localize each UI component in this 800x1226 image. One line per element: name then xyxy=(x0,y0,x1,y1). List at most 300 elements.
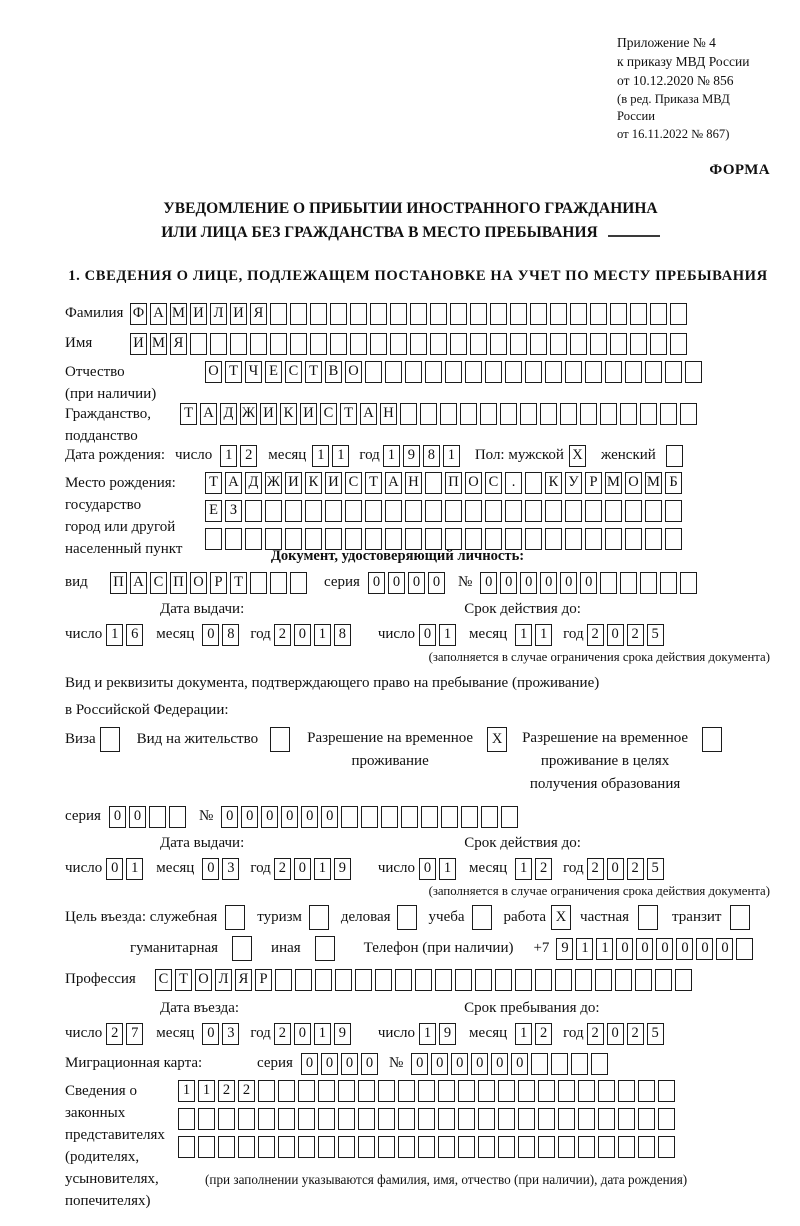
char-cell[interactable] xyxy=(570,303,587,325)
char-cell[interactable] xyxy=(545,528,562,550)
char-cell[interactable] xyxy=(398,1136,415,1158)
char-cell[interactable] xyxy=(578,1108,595,1130)
char-cell[interactable]: Е xyxy=(265,361,282,383)
char-cell[interactable]: 1 xyxy=(419,1023,436,1045)
char-cell[interactable]: 2 xyxy=(240,445,257,467)
char-cell[interactable] xyxy=(578,1136,595,1158)
char-cell[interactable]: 0 xyxy=(580,572,597,594)
char-cell[interactable] xyxy=(538,1108,555,1130)
char-cell[interactable] xyxy=(605,361,622,383)
char-cell[interactable] xyxy=(225,528,242,550)
char-cell[interactable]: Б xyxy=(665,472,682,494)
char-cell[interactable] xyxy=(660,403,677,425)
char-cell[interactable] xyxy=(702,727,722,752)
char-cell[interactable] xyxy=(501,806,518,828)
char-cell[interactable] xyxy=(650,303,667,325)
char-cell[interactable] xyxy=(438,1108,455,1130)
char-cell[interactable]: 0 xyxy=(451,1053,468,1075)
char-cell[interactable]: 0 xyxy=(716,938,733,960)
char-cell[interactable]: 2 xyxy=(535,1023,552,1045)
char-cell[interactable]: Т xyxy=(175,969,192,991)
char-cell[interactable] xyxy=(298,1108,315,1130)
char-cell[interactable] xyxy=(298,1080,315,1102)
char-cell[interactable] xyxy=(270,727,290,752)
char-cell[interactable]: 0 xyxy=(428,572,445,594)
char-cell[interactable] xyxy=(258,1108,275,1130)
char-cell[interactable] xyxy=(190,333,207,355)
char-cell[interactable] xyxy=(401,806,418,828)
char-cell[interactable]: К xyxy=(305,472,322,494)
char-cell[interactable]: 1 xyxy=(178,1080,195,1102)
char-cell[interactable] xyxy=(585,361,602,383)
char-cell[interactable] xyxy=(290,333,307,355)
char-cell[interactable] xyxy=(265,528,282,550)
char-cell[interactable] xyxy=(465,528,482,550)
char-cell[interactable] xyxy=(550,333,567,355)
char-cell[interactable] xyxy=(538,1080,555,1102)
char-cell[interactable]: 2 xyxy=(274,858,291,880)
char-cell[interactable]: И xyxy=(230,303,247,325)
char-cell[interactable]: К xyxy=(280,403,297,425)
char-cell[interactable]: 2 xyxy=(274,624,291,646)
char-cell[interactable] xyxy=(250,572,267,594)
char-cell[interactable]: 0 xyxy=(241,806,258,828)
char-cell[interactable] xyxy=(525,500,542,522)
char-cell[interactable] xyxy=(498,1136,515,1158)
char-cell[interactable]: 3 xyxy=(222,1023,239,1045)
char-cell[interactable] xyxy=(670,303,687,325)
char-cell[interactable] xyxy=(425,528,442,550)
char-cell[interactable]: 0 xyxy=(607,858,624,880)
char-cell[interactable] xyxy=(265,500,282,522)
char-cell[interactable]: И xyxy=(260,403,277,425)
char-cell[interactable] xyxy=(338,1080,355,1102)
char-cell[interactable] xyxy=(625,361,642,383)
char-cell[interactable]: 0 xyxy=(301,806,318,828)
char-cell[interactable]: Д xyxy=(220,403,237,425)
char-cell[interactable] xyxy=(341,806,358,828)
char-cell[interactable] xyxy=(305,500,322,522)
char-cell[interactable] xyxy=(530,333,547,355)
char-cell[interactable] xyxy=(315,969,332,991)
char-cell[interactable] xyxy=(595,969,612,991)
char-cell[interactable] xyxy=(558,1136,575,1158)
char-cell[interactable] xyxy=(330,303,347,325)
char-cell[interactable] xyxy=(538,1136,555,1158)
char-cell[interactable] xyxy=(358,1080,375,1102)
char-cell[interactable]: 1 xyxy=(312,445,329,467)
char-cell[interactable]: 0 xyxy=(520,572,537,594)
char-cell[interactable] xyxy=(418,1108,435,1130)
char-cell[interactable] xyxy=(370,303,387,325)
char-cell[interactable]: 0 xyxy=(341,1053,358,1075)
char-cell[interactable] xyxy=(730,905,750,930)
char-cell[interactable] xyxy=(655,969,672,991)
char-cell[interactable] xyxy=(585,528,602,550)
char-cell[interactable] xyxy=(598,1136,615,1158)
char-cell[interactable] xyxy=(675,969,692,991)
char-cell[interactable]: 1 xyxy=(596,938,613,960)
char-cell[interactable] xyxy=(100,727,120,752)
char-cell[interactable]: Я xyxy=(235,969,252,991)
char-cell[interactable] xyxy=(666,445,683,467)
char-cell[interactable]: Т xyxy=(230,572,247,594)
char-cell[interactable]: З xyxy=(225,500,242,522)
char-cell[interactable]: 2 xyxy=(627,624,644,646)
char-cell[interactable] xyxy=(358,1108,375,1130)
char-cell[interactable] xyxy=(645,361,662,383)
char-cell[interactable]: Н xyxy=(380,403,397,425)
char-cell[interactable]: 8 xyxy=(423,445,440,467)
char-cell[interactable] xyxy=(498,1108,515,1130)
char-cell[interactable]: 5 xyxy=(647,1023,664,1045)
char-cell[interactable] xyxy=(210,333,227,355)
char-cell[interactable] xyxy=(565,528,582,550)
char-cell[interactable] xyxy=(310,303,327,325)
char-cell[interactable]: 0 xyxy=(281,806,298,828)
char-cell[interactable] xyxy=(555,969,572,991)
char-cell[interactable] xyxy=(615,969,632,991)
char-cell[interactable] xyxy=(640,572,657,594)
char-cell[interactable] xyxy=(658,1108,675,1130)
char-cell[interactable]: 2 xyxy=(238,1080,255,1102)
char-cell[interactable] xyxy=(198,1108,215,1130)
char-cell[interactable]: 0 xyxy=(294,624,311,646)
char-cell[interactable] xyxy=(500,403,517,425)
char-cell[interactable]: 3 xyxy=(222,858,239,880)
char-cell[interactable] xyxy=(378,1108,395,1130)
char-cell[interactable] xyxy=(309,905,329,930)
char-cell[interactable]: 0 xyxy=(202,1023,219,1045)
char-cell[interactable] xyxy=(635,969,652,991)
char-cell[interactable] xyxy=(418,1080,435,1102)
char-cell[interactable] xyxy=(285,500,302,522)
char-cell[interactable]: 1 xyxy=(535,624,552,646)
char-cell[interactable] xyxy=(645,528,662,550)
char-cell[interactable] xyxy=(478,1080,495,1102)
char-cell[interactable] xyxy=(245,528,262,550)
char-cell[interactable]: 2 xyxy=(274,1023,291,1045)
char-cell[interactable]: 1 xyxy=(576,938,593,960)
char-cell[interactable]: Ф xyxy=(130,303,147,325)
char-cell[interactable]: 1 xyxy=(443,445,460,467)
char-cell[interactable]: 9 xyxy=(334,858,351,880)
char-cell[interactable] xyxy=(358,1136,375,1158)
char-cell[interactable] xyxy=(475,969,492,991)
char-cell[interactable] xyxy=(238,1108,255,1130)
char-cell[interactable]: Ж xyxy=(240,403,257,425)
char-cell[interactable]: 1 xyxy=(439,858,456,880)
char-cell[interactable]: 0 xyxy=(616,938,633,960)
char-cell[interactable] xyxy=(665,528,682,550)
char-cell[interactable] xyxy=(610,303,627,325)
char-cell[interactable] xyxy=(525,528,542,550)
char-cell[interactable] xyxy=(495,969,512,991)
char-cell[interactable] xyxy=(598,1108,615,1130)
char-cell[interactable] xyxy=(455,969,472,991)
char-cell[interactable] xyxy=(398,1108,415,1130)
char-cell[interactable]: П xyxy=(170,572,187,594)
char-cell[interactable] xyxy=(618,1080,635,1102)
char-cell[interactable] xyxy=(618,1108,635,1130)
char-cell[interactable] xyxy=(397,905,417,930)
char-cell[interactable]: 0 xyxy=(408,572,425,594)
char-cell[interactable] xyxy=(421,806,438,828)
char-cell[interactable]: Т xyxy=(205,472,222,494)
char-cell[interactable]: Я xyxy=(250,303,267,325)
char-cell[interactable]: 0 xyxy=(500,572,517,594)
char-cell[interactable] xyxy=(580,403,597,425)
char-cell[interactable] xyxy=(560,403,577,425)
char-cell[interactable] xyxy=(385,361,402,383)
char-cell[interactable] xyxy=(440,403,457,425)
char-cell[interactable]: О xyxy=(625,472,642,494)
char-cell[interactable]: 1 xyxy=(220,445,237,467)
char-cell[interactable] xyxy=(305,528,322,550)
char-cell[interactable]: С xyxy=(285,361,302,383)
char-cell[interactable] xyxy=(518,1108,535,1130)
char-cell[interactable]: Е xyxy=(205,500,222,522)
char-cell[interactable]: Р xyxy=(585,472,602,494)
char-cell[interactable] xyxy=(410,303,427,325)
char-cell[interactable] xyxy=(458,1108,475,1130)
char-cell[interactable] xyxy=(605,500,622,522)
char-cell[interactable]: 0 xyxy=(696,938,713,960)
char-cell[interactable]: 0 xyxy=(419,624,436,646)
char-cell[interactable]: С xyxy=(345,472,362,494)
char-cell[interactable]: 1 xyxy=(332,445,349,467)
char-cell[interactable] xyxy=(685,361,702,383)
char-cell[interactable] xyxy=(250,333,267,355)
char-cell[interactable]: 2 xyxy=(535,858,552,880)
char-cell[interactable] xyxy=(445,500,462,522)
char-cell[interactable]: О xyxy=(190,572,207,594)
char-cell[interactable] xyxy=(591,1053,608,1075)
char-cell[interactable] xyxy=(585,500,602,522)
char-cell[interactable]: Ж xyxy=(265,472,282,494)
char-cell[interactable] xyxy=(540,403,557,425)
char-cell[interactable] xyxy=(295,969,312,991)
char-cell[interactable] xyxy=(385,500,402,522)
char-cell[interactable]: А xyxy=(200,403,217,425)
char-cell[interactable] xyxy=(485,361,502,383)
char-cell[interactable]: И xyxy=(300,403,317,425)
char-cell[interactable]: 0 xyxy=(411,1053,428,1075)
char-cell[interactable] xyxy=(378,1136,395,1158)
char-cell[interactable] xyxy=(298,1136,315,1158)
char-cell[interactable] xyxy=(518,1080,535,1102)
char-cell[interactable] xyxy=(550,303,567,325)
char-cell[interactable]: Р xyxy=(255,969,272,991)
char-cell[interactable]: 1 xyxy=(106,624,123,646)
char-cell[interactable] xyxy=(620,403,637,425)
char-cell[interactable]: 2 xyxy=(218,1080,235,1102)
char-cell[interactable] xyxy=(530,303,547,325)
char-cell[interactable]: 0 xyxy=(676,938,693,960)
char-cell[interactable] xyxy=(395,969,412,991)
char-cell[interactable] xyxy=(470,333,487,355)
char-cell[interactable] xyxy=(645,500,662,522)
char-cell[interactable]: И xyxy=(130,333,147,355)
char-cell[interactable] xyxy=(481,806,498,828)
char-cell[interactable] xyxy=(571,1053,588,1075)
char-cell[interactable]: 0 xyxy=(301,1053,318,1075)
char-cell[interactable]: 0 xyxy=(361,1053,378,1075)
char-cell[interactable]: 0 xyxy=(431,1053,448,1075)
char-cell[interactable] xyxy=(570,333,587,355)
char-cell[interactable] xyxy=(278,1080,295,1102)
char-cell[interactable] xyxy=(575,969,592,991)
char-cell[interactable] xyxy=(390,303,407,325)
char-cell[interactable] xyxy=(270,572,287,594)
char-cell[interactable]: О xyxy=(195,969,212,991)
char-cell[interactable]: 9 xyxy=(556,938,573,960)
char-cell[interactable] xyxy=(205,528,222,550)
char-cell[interactable]: 2 xyxy=(106,1023,123,1045)
char-cell[interactable] xyxy=(198,1136,215,1158)
char-cell[interactable] xyxy=(640,403,657,425)
char-cell[interactable] xyxy=(558,1108,575,1130)
char-cell[interactable] xyxy=(450,303,467,325)
char-cell[interactable] xyxy=(438,1136,455,1158)
char-cell[interactable] xyxy=(218,1108,235,1130)
char-cell[interactable] xyxy=(378,1080,395,1102)
char-cell[interactable] xyxy=(660,572,677,594)
char-cell[interactable] xyxy=(398,1080,415,1102)
char-cell[interactable]: Я xyxy=(170,333,187,355)
char-cell[interactable] xyxy=(318,1080,335,1102)
char-cell[interactable] xyxy=(355,969,372,991)
char-cell[interactable]: А xyxy=(360,403,377,425)
char-cell[interactable] xyxy=(290,303,307,325)
char-cell[interactable] xyxy=(525,361,542,383)
char-cell[interactable]: 1 xyxy=(515,858,532,880)
char-cell[interactable]: О xyxy=(465,472,482,494)
char-cell[interactable]: 0 xyxy=(261,806,278,828)
char-cell[interactable] xyxy=(405,528,422,550)
char-cell[interactable]: 8 xyxy=(334,624,351,646)
char-cell[interactable] xyxy=(736,938,753,960)
char-cell[interactable] xyxy=(510,303,527,325)
char-cell[interactable] xyxy=(638,905,658,930)
char-cell[interactable] xyxy=(625,528,642,550)
char-cell[interactable]: Т xyxy=(180,403,197,425)
char-cell[interactable] xyxy=(330,333,347,355)
char-cell[interactable] xyxy=(485,528,502,550)
char-cell[interactable]: 9 xyxy=(403,445,420,467)
char-cell[interactable] xyxy=(558,1080,575,1102)
char-cell[interactable] xyxy=(425,472,442,494)
char-cell[interactable] xyxy=(232,936,252,961)
char-cell[interactable]: 0 xyxy=(202,624,219,646)
char-cell[interactable] xyxy=(338,1136,355,1158)
char-cell[interactable]: 1 xyxy=(515,1023,532,1045)
char-cell[interactable]: 1 xyxy=(314,1023,331,1045)
char-cell[interactable] xyxy=(385,528,402,550)
char-cell[interactable] xyxy=(505,361,522,383)
char-cell[interactable] xyxy=(638,1080,655,1102)
char-cell[interactable]: 2 xyxy=(587,858,604,880)
char-cell[interactable] xyxy=(218,1136,235,1158)
char-cell[interactable] xyxy=(275,969,292,991)
char-cell[interactable] xyxy=(658,1080,675,1102)
char-cell[interactable] xyxy=(335,969,352,991)
char-cell[interactable] xyxy=(169,806,186,828)
char-cell[interactable]: 0 xyxy=(607,1023,624,1045)
char-cell[interactable] xyxy=(365,500,382,522)
char-cell[interactable] xyxy=(325,528,342,550)
char-cell[interactable] xyxy=(458,1136,475,1158)
char-cell[interactable]: 6 xyxy=(126,624,143,646)
char-cell[interactable] xyxy=(480,403,497,425)
char-cell[interactable]: И xyxy=(190,303,207,325)
char-cell[interactable]: . xyxy=(505,472,522,494)
char-cell[interactable] xyxy=(618,1136,635,1158)
char-cell[interactable] xyxy=(245,500,262,522)
char-cell[interactable] xyxy=(278,1136,295,1158)
char-cell[interactable] xyxy=(565,500,582,522)
char-cell[interactable]: 0 xyxy=(368,572,385,594)
char-cell[interactable]: 0 xyxy=(491,1053,508,1075)
char-cell[interactable] xyxy=(460,403,477,425)
char-cell[interactable] xyxy=(315,936,335,961)
char-cell[interactable]: X xyxy=(551,905,571,930)
char-cell[interactable]: 0 xyxy=(540,572,557,594)
char-cell[interactable] xyxy=(370,333,387,355)
char-cell[interactable] xyxy=(405,361,422,383)
char-cell[interactable] xyxy=(238,1136,255,1158)
char-cell[interactable] xyxy=(658,1136,675,1158)
char-cell[interactable] xyxy=(670,333,687,355)
char-cell[interactable]: 2 xyxy=(587,1023,604,1045)
char-cell[interactable] xyxy=(325,500,342,522)
char-cell[interactable]: 1 xyxy=(439,624,456,646)
char-cell[interactable]: X xyxy=(569,445,586,467)
char-cell[interactable]: 0 xyxy=(560,572,577,594)
char-cell[interactable] xyxy=(600,403,617,425)
char-cell[interactable] xyxy=(545,361,562,383)
char-cell[interactable]: П xyxy=(110,572,127,594)
char-cell[interactable]: 2 xyxy=(587,624,604,646)
char-cell[interactable] xyxy=(310,333,327,355)
char-cell[interactable]: 9 xyxy=(439,1023,456,1045)
char-cell[interactable]: К xyxy=(545,472,562,494)
char-cell[interactable] xyxy=(230,333,247,355)
char-cell[interactable] xyxy=(520,403,537,425)
char-cell[interactable]: 0 xyxy=(607,624,624,646)
char-cell[interactable]: 1 xyxy=(314,858,331,880)
char-cell[interactable]: С xyxy=(150,572,167,594)
char-cell[interactable]: 1 xyxy=(126,858,143,880)
char-cell[interactable] xyxy=(290,572,307,594)
char-cell[interactable] xyxy=(338,1108,355,1130)
char-cell[interactable] xyxy=(665,500,682,522)
char-cell[interactable]: А xyxy=(225,472,242,494)
char-cell[interactable]: 0 xyxy=(221,806,238,828)
char-cell[interactable] xyxy=(445,528,462,550)
char-cell[interactable] xyxy=(505,528,522,550)
char-cell[interactable] xyxy=(638,1108,655,1130)
char-cell[interactable] xyxy=(505,500,522,522)
char-cell[interactable]: X xyxy=(487,727,507,752)
char-cell[interactable]: 1 xyxy=(515,624,532,646)
char-cell[interactable] xyxy=(318,1136,335,1158)
char-cell[interactable]: И xyxy=(285,472,302,494)
char-cell[interactable]: Л xyxy=(215,969,232,991)
char-cell[interactable]: Д xyxy=(245,472,262,494)
char-cell[interactable]: Н xyxy=(405,472,422,494)
char-cell[interactable]: 0 xyxy=(109,806,126,828)
